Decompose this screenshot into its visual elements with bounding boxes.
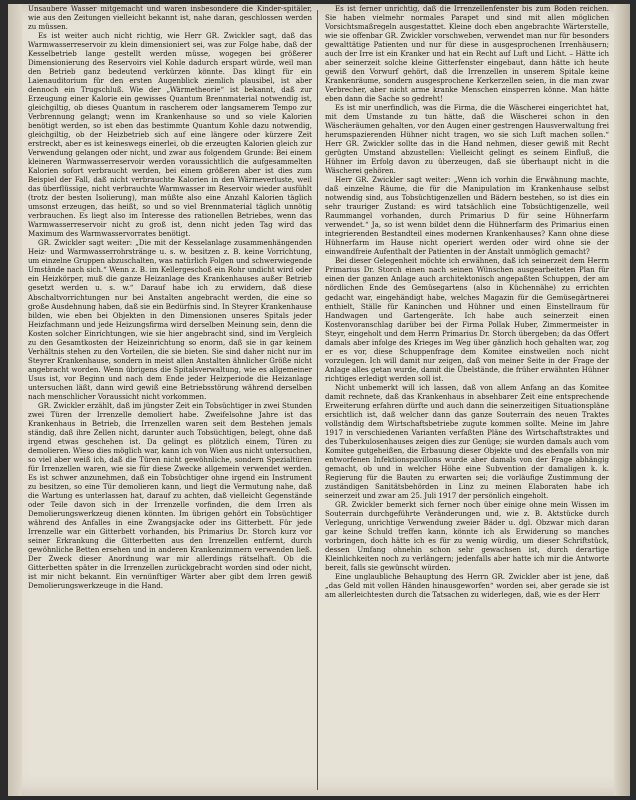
right-column — [325, 4, 609, 792]
paragraph: GR. Zwickler erzählt, daß im jüngster Zeit ein Tobsüchtiger in zwei Stunden zwei Türen der Irrenzelle demoliert habe. Zweifelsohne Jahre ist das Krankenhaus in Betrieb, die Irrenzellen waren seit dem Bestehen jemals ständig, daß ihre Zellen nicht, darunter auch Tobsüchtigen, belegt, ohne daß irgend etwas geschehen ist. Da gelingt es plötzlich einem, Türen zu demolieren. Wieso dies möglich war, kann ich von Wien aus nicht untersuchen, so viel aber weiß ich, daß die Türen nicht gewöhnliche, sondern Spezialtüren für Irrenzellen waren, wie sie für diese Zwecke allgemein verwendet werden. Es ist schwer anzunehmen, daß ein Tobsüchtiger ohne irgend ein Instrument zu besitzen, so eine Tür demolieren kann, und liegt die Vermutung nahe, daß die Wartung es unterlassen hat, darauf zu achten, daß vielleicht Gegenstände oder Teile davon sich in der Irrenzelle vorfinden, die dem Irren als Demolierungswerkzeug dienen könnten. Im übrigen gehört ein Tobsüchtiger während des Anfalles in eine Zwangsjacke oder ins Gitterbett. Für jede Irrenzelle war ein Gitterbett vorhanden, bis Primarius Dr. Storch kurz vor seiner Erkrankung die Gitterbetten aus den Irrenzellen entfernt, durch gewöhnliche Betten ersehen und in anderen Krankenzimmern verwenden ließ. Der Zweck dieser Anordnung war mir allerdings rätselhaft. Ob die Gitterbetten später in die Irrenzellen zurückgebracht worden sind oder nicht, ist mir nicht bekannt. Ein vernünftiger Wärter aber gibt dem Irren gewiß Demolierungswerkzeuge in die Hand. — [28, 400, 312, 590]
paragraph: Es ist weiter auch nicht richtig, wie Herr GR. Zwickler sagt, daß das Warmwasserreservoir zu klein dimensioniert sei, was zur Folge habe, daß der Kesselbetrieb lange gestellt werden müsse, wogegen bei größerer Dimensionierung des Reservoirs viel Kohle dadurch erspart würde, weil man den Betrieb ganz bedeutend verkürzen könnte. Das klingt für ein Laienauditorium für den ersten Augenblick ziemlich plausibel, ist aber dennoch ein Trugschluß. Wie der „Wärmetheorie“ ist bekannt, daß zur Erzeugung einer Kalorie ein gewisses Quantum Brennmaterial notwendig ist, gleichgiltig, ob dieses Quantum in rascherem oder langsamerem Tempo zur Verbrennung gelangt; wenn im Krankenhause so und so viele Kalorien benötigt werden, so ist eben das bestimmte Quantum Kohle dazu notwendig, gleichgiltig, ob der Heizbetrieb sich auf eine längere oder kürzere Zeit erstreckt, aber es ist keineswegs einerlei, ob die erzeugten Kalorien gleich zur Verwendung gelangen oder nicht, und zwar aus folgendem Grunde: Bei einem kleineren Warmwasserreservoir werden voraussichtlich die aufgesammelten Kalorien sofort verbraucht werden, bei einem größeren aber ist dies zum Beispiel der Fall, daß nicht verbrauchte Kalorien in den Wärmeverluste, weil das überflüssige, nicht verbrauchte Warmwasser im Reservoir wieder ausfühlt (trotz der besten Isolierung), man müßte also eine Anzahl Kalorien täglich umsonst erzeugen, das heißt, so und so viel Brennmaterial täglich unnötig verbrauchen. Es liegt also im Interesse des rationellen Betriebes, wenn das Warmwasserreservoir nicht zu groß ist, denn nicht jeden Tag wird das Maximum des Warmwasservorrates benötigt. — [28, 31, 312, 239]
paragraph: Es ist ferner unrichtig, daß die Irrenzellenfenster bis zum Boden reichen. Sie haben vielmehr normales Parapet und sind mit allen möglichen Vorsichtsmaßregeln ausgestattet. Kleine doch eben angebrachte Wärterstelle, wie sie offenbar GR. Zwickler vorschweben, verwendet man nur für besonders gewalttätige Patienten und nur für diese in ausgesprochenen Irrenhäusern; auch der Irre ist ein Kranker und hat ein Recht auf Luft und Licht. – Hätte ich aber seinerzeit solche kleine Gitterfenster eingebaut, dann hätte ich heute gewiß den Vorwurf gehört, daß die Irrenzellen in unserem Spitale keine Krankenräume, sondern ausgesprochene Kerkerzellen seien, in die man zwar Verbrecher, aber nicht arme kranke Menschen einsperren könne. Man hätte eben dann die Sache so gedreht! — [325, 4, 609, 104]
page-edge-right — [614, 4, 630, 796]
paragraph: Herr GR. Zwickler sagt weiter: „Wenn ich vorhin die Erwähnung machte, daß einzelne Räume, die für die Manipulation im Krankenhause selbst notwendig sind, aus Tobsüchtigenzellen und Bädern bestehen, so ist dies ein sehr trauriger Zustand: es wird tatsächlich eine Tobsüchtigenzelle, weil Raummangel vorhanden, durch Primarius D für seine Hühnerfarm verwendet.“ Ja, so ist wenn bildet denn die Hühnerfarm des Primarius einen integrierenden Bestandteil eines modernen Krankenhauses? Kann ohne diese Hühnerfarm im Hause nicht operiert werden oder wird ohne sie der einwandfreie Aufenthalt der Patienten in der Anstalt unmöglich gemacht? — [325, 175, 609, 257]
paragraph: Unsaubere Wasser mitgemacht und waren insbesondere die Kinder-spitäler, wie aus den Zeitungen vielleicht bekannt ist, nahe daran, geschlossen werden zu müssen. — [28, 4, 312, 32]
paragraph: GR. Zwickler sagt weiter: „Die mit der Kesselanlage zusammenhängenden Heiz- und Warmwasserrohrstränge u. s. w. besitzen z. B. keine Vorrichtung, um einzelne Gruppen abzuschalten, was natürlich Folgen und schwerwiegende Umstände nach sich.“ Wenn z. B. im Kellergeschoß ein Rohr undicht wird oder ein Heizkörper, muß die ganze Heizanlage des Krankenhauses außer Betrieb gesetzt werden u. s. w.“ Darauf habe ich zu erwidern, daß diese Abschaltvorrichtungen nur bei Anstalten angebracht werden, die eine so große Ausdehnung haben, daß sie ein Bedürfnis sind. In Steyrer Krankenhause bilden, wie eben bei Objekten in den Dimensionen unseres Spitals jeder Heizfachmann und jede Heizungsfirma wird derselben Meinung sein, denn die Kosten solcher Einrichtungen, wie sie hier angebracht sind, sind im Vergleich zu den Gesamtkosten der Heizeinrichtung so enorm, daß sie in gar keinem Verhältnis stehen zu den Vorteilen, die sie bieten. Sie sind daher nicht nur im Steyrer Krankenhause, sondern in meist allen Anstalten ähnlicher Größe nicht angebracht worden. Wenn übrigens die Spitalsverwaltung, wie es allgemeiner Usus ist, vor Beginn und nach dem Ende jeder Heizperiode die Heizanlage untersuchen läßt, dann wird gewiß eine Betriebsstörung während derselben nach menschlicher Voraussicht nicht vorkommen. — [28, 238, 312, 401]
column-divider — [317, 10, 318, 790]
paragraph: Nicht unbemerkt will ich lassen, daß von allem Anfang an das Komitee damit rechnete, daß das Krankenhaus in absehbarer Zeit eine entsprechende Erweiterung erfahren dürfte und auch dann die seinerzeitigen Situationspläne ersichtlich ist, daß welcher dann das ganze Souterrain des neuen Traktes vollständig dem Wirtschaftsbetriebe zugute kommen sollte. Meine im Jahre 1917 in verschiedenen Varianten verfaßten Pläne des Wirtschaftstraktes und des Tuberkulosenhauses zeigen dies zur Genüge; sie wurden damals auch vom Komitee gutgeheißen, die Erbauung dieser Objekte und des ebenfalls von mir entworfenen Infektionspavillons wurde aber damals von der Frage abhängig gemacht, ob und in welcher Höhe eine Subvention der damaligen k. k. Regierung für die Bauten zu erwarten sei; die vorläufige Zustimmung der zuständigen Sanitätsbehörden in Linz zu meinen Elaboraten habe ich seinerzeit und zwar am 25. Juli 1917 der persönlich eingeholt. — [325, 382, 609, 500]
newspaper-page — [8, 4, 630, 796]
page-edge-left — [8, 4, 22, 796]
paragraph: Es ist mir unerfindlich, was die Firma, die die Wäscherei eingerichtet hat, mit dem Umstande zu tun hätte, daß die Wäscherei schon in den Wäscheräumen gehalten, vor den Augen einer gestrengen Hausverwaltung frei herumspazierenden Hühner nicht tragen, wo sie sich Luft machen sollen.“ Herr GR. Zwickler sollte das in die Hand nehmen, dieser gewiß mit Recht gerügten Umstand abzustellen: Vielleicht gelingt es seinem Einfluß, die Hühner im Erfolg davon zu überzeugen, daß sie überhaupt nicht in die Wäscherei gehören. — [325, 103, 609, 176]
left-column — [28, 4, 312, 792]
paragraph: GR. Zwickler bemerkt sich ferner noch über einige ohne mein Wissen im Souterrain durchgeführte Veränderungen und, wie z. B. Aktstücke durch Verlegung, unrichtige Verwendung zweier Bäder u. dgl. Obzwar mich daran gar keine Schuld treffen kann, könnte ich als Erwiderung so manches vorbringen, doch hätte ich es für zu wenig würdig, um dieser Schriftstück, dessen Umfang ohnehin schon sehr gewachsen ist, durch derartige Kleinlichkeiten noch zu verlängern; jedenfalls aber hatte ich mir die Antworte bereit, falls sie gewünscht würden. — [325, 499, 609, 572]
paragraph: Bei dieser Gelegenheit möchte ich erwähnen, daß ich seinerzeit dem Herrn Primarius Dr. Storch einen nach seinen Wünschen ausgearbeiteten Plan für einen der ganzen Anlage auch architektonisch angepaßten Schuppen, der am nördlichen Ende des Gemüsegartens (also in Küchennähe) zu errichten gedacht war, eingehändigt habe, welches Magazin für die Gemüsegärtnerei enthielt, Ställe für Kaninchen und Hühner und einen Einstellraum für Handwagen und Gartengeräte. Ich habe auch seinerzeit einen Kostenvoranschlag darüber bei der Firma Pollak Huber, Zimmermeister in Steyr, eingeholt und dem Herrn Primarius Dr. Storch übergeben; da das Offert damals aber infolge des Krieges im Weg über gänzlich hoch gehalten war, zog er es vor, diese Schuppenfrage dem Komitee einstweilen noch nicht vorzulegen. Ich will damit nur zeigen, daß von meiner Seite in der Frage der Anlage alles getan wurde, damit die Übelstände, die früher erwähnten Hühner richtiges erledigt werden soll ist. — [325, 256, 609, 383]
paragraph: Eine unglaubliche Behauptung des Herrn GR. Zwickler aber ist jene, daß „das Geld mit vollen Händen hinausgeworfen“ worden sei, aber gerade sie ist am allerleichtesten durch die Tatsachen zu widerlegen, daß, wie es der Herr — [325, 571, 609, 600]
